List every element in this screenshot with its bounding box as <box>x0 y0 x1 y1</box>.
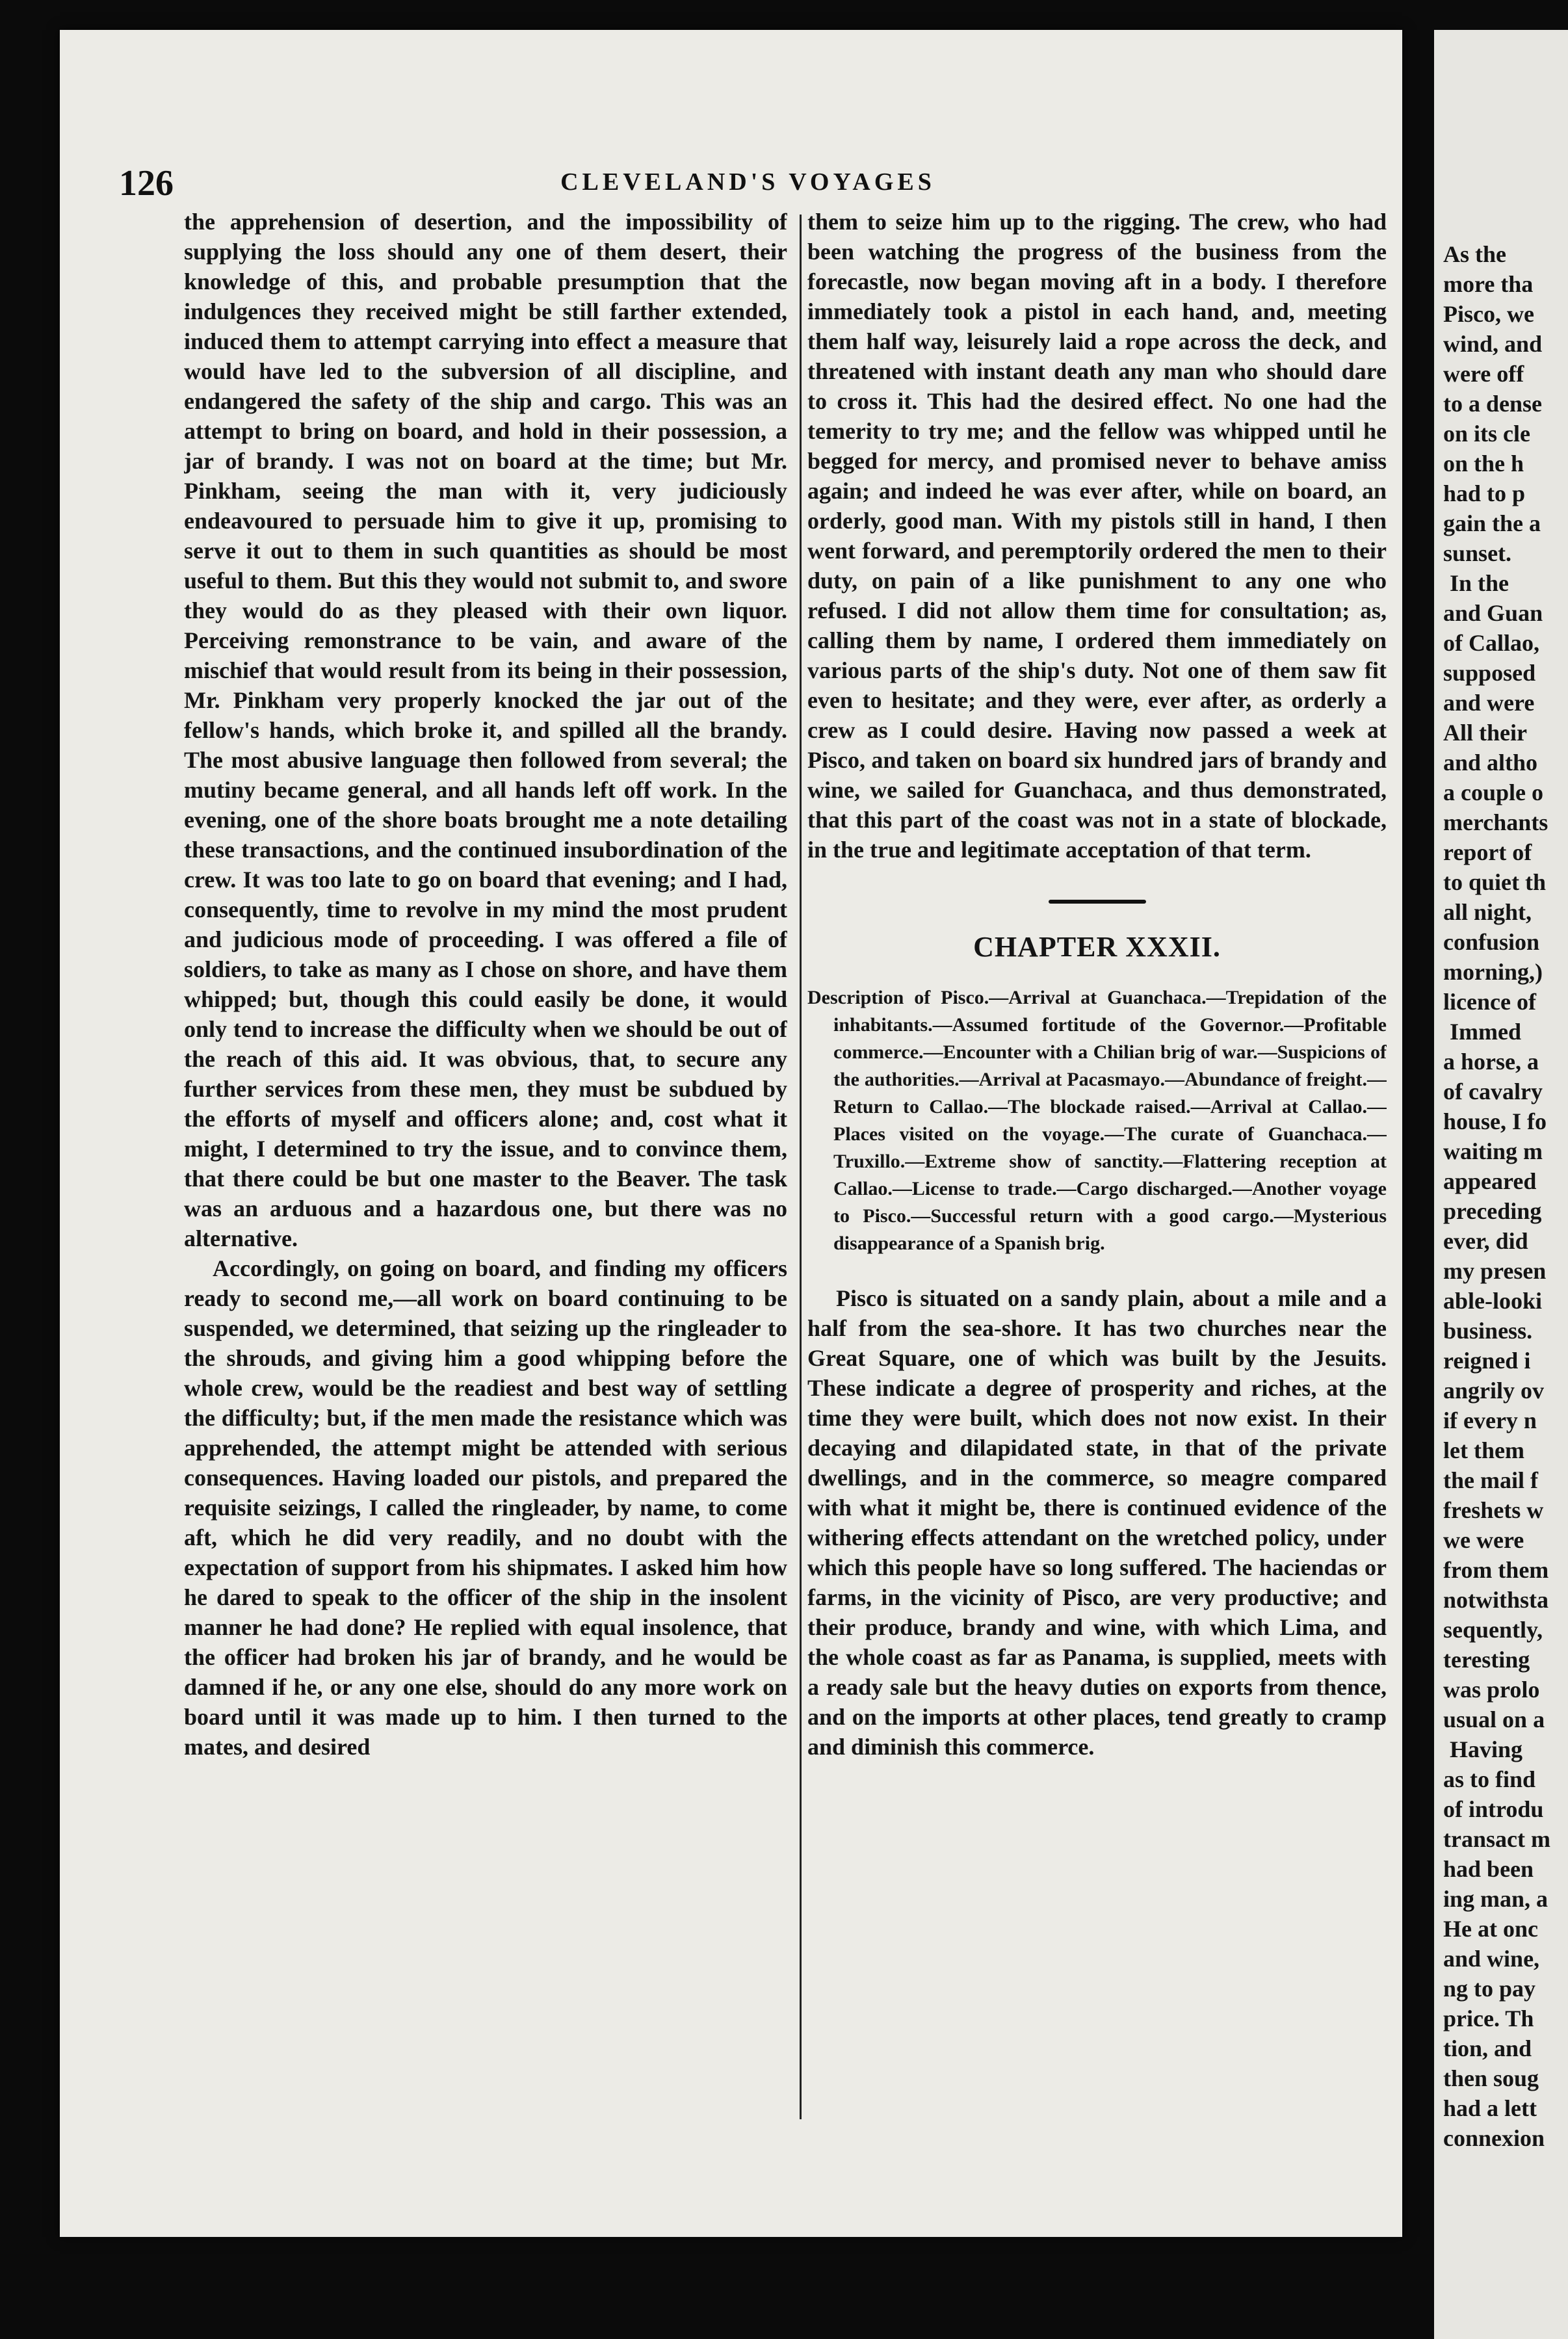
adjacent-page-line: to quiet th <box>1443 869 1547 895</box>
adjacent-page-line: on the h <box>1443 451 1524 477</box>
body-paragraph: them to seize him up to the rigging. The crew, who had been watching the progress of the business from the forecastle, now began moving aft in a body. I therefore immediately took a pistol in each hand, and, meeting them half way, leisurely laid a rope across the deck, and threatened with instant death any man who should dare to cross it. This had the desired effect. No one had the temerity to try me; and the fellow was whipped until he begged for mercy, and promised never to behave amiss again; and indeed he was ever after, while on board, an orderly, good man. With my pistols still in hand, I then went forward, and peremptorily ordered the men to their duty, on pain of a like punishment to any one who refused. I did not allow them time for consultation; as, calling them by name, I ordered them immediately on various parts of the ship's duty. Not one of them saw fit even to hesitate; and they were, ever after, as orderly a crew as I could desire. Having now passed a week at Pisco, and taken on board six hundred jars of brandy and wine, we sailed for Guanchaca, and thus demonstrated, that this part of the coast was not in a state of blockade, in the true and legitimate acceptation of that term. <box>807 209 1387 863</box>
adjacent-page-line: Immed <box>1450 1019 1521 1045</box>
adjacent-page-line: a horse, a <box>1443 1049 1539 1075</box>
adjacent-page-line: gain the a <box>1443 510 1541 536</box>
adjacent-page-line: house, I fo <box>1443 1108 1547 1134</box>
adjacent-page-line: and wine, <box>1443 1946 1540 1972</box>
left-column <box>184 207 787 2131</box>
section-ornament <box>1049 900 1146 904</box>
adjacent-page-line: then soug <box>1443 2065 1539 2091</box>
adjacent-page-line: had to p <box>1443 480 1526 506</box>
adjacent-page-line: if every n <box>1443 1407 1537 1433</box>
adjacent-page-line: supposed <box>1443 660 1536 686</box>
adjacent-page-line: preceding <box>1443 1198 1542 1224</box>
adjacent-page-line: a couple o <box>1443 779 1544 805</box>
adjacent-page-line: as to find <box>1443 1766 1536 1792</box>
adjacent-page-line: appeared <box>1443 1168 1537 1194</box>
right-column <box>807 207 1387 2131</box>
adjacent-page-line: ing man, a <box>1443 1886 1548 1912</box>
adjacent-page-line: Pisco, we <box>1443 301 1534 327</box>
adjacent-page-edge <box>1434 30 1568 2339</box>
adjacent-page-line: had been <box>1443 1856 1534 1882</box>
adjacent-page-line: ever, did <box>1443 1228 1528 1254</box>
adjacent-page-line: we were <box>1443 1527 1524 1553</box>
adjacent-page-line: to a dense <box>1443 391 1542 417</box>
column-divider <box>800 215 802 2119</box>
adjacent-page-line: reigned i <box>1443 1348 1531 1374</box>
adjacent-page-line: All their <box>1443 720 1527 746</box>
page-number: 126 <box>119 163 174 203</box>
adjacent-page-line: able-looki <box>1443 1288 1543 1314</box>
adjacent-page-line: had a lett <box>1443 2095 1537 2121</box>
adjacent-page-line: of introdu <box>1443 1796 1544 1822</box>
adjacent-page-line: were off <box>1443 361 1524 387</box>
adjacent-page-line: report of <box>1443 839 1532 865</box>
adjacent-page-line: Having <box>1450 1736 1523 1762</box>
adjacent-page-line: of Callao, <box>1443 630 1539 656</box>
adjacent-page-line: morning,) <box>1443 959 1543 985</box>
chapter-heading: CHAPTER XXXII. <box>973 931 1221 963</box>
adjacent-page-line: transact m <box>1443 1826 1550 1852</box>
adjacent-page-line: and Guan <box>1443 600 1543 626</box>
adjacent-page-line: all night, <box>1443 899 1532 925</box>
adjacent-page-line: sunset. <box>1443 540 1512 566</box>
adjacent-page-line: teresting <box>1443 1647 1530 1673</box>
body-paragraph: Accordingly, on going on board, and finding my officers ready to second me,—all work on board continuing to be suspended, we determined, that seizing up the ringleader to the shrouds, and giving him a good whipping before the whole crew, would be the readiest and best way of settling the difficulty; but, if the men made the resistance which was apprehended, the attempt might be attended with serious consequences. Having loaded our pistols, and prepared the requisite seizings, I called the ringleader, by name, to come aft, which he did very readily, and no doubt with the expectation of support from his shipmates. I asked him how he dared to speak to the officer of the ship in the insolent manner he had done? He replied with equal insolence, that the officer had broken his jar of brandy, and he would be damned if he, or any one else, should do any more work on board until it was made up to him. I then turned to the mates, and desired <box>184 1255 787 1760</box>
running-head <box>119 163 1377 203</box>
adjacent-page-line: on its cle <box>1443 421 1530 447</box>
adjacent-page-line: notwithsta <box>1443 1587 1549 1613</box>
adjacent-page-line: the mail f <box>1443 1467 1538 1493</box>
adjacent-page-line: confusion <box>1443 929 1540 955</box>
body-paragraph: the apprehension of desertion, and the impossibility of supplying the loss should any one of them desert, their knowledge of this, and probable presumption that the indulgences they received might be still farther extended, induced them to attempt carrying into effect a measure that would have led to the subversion of all discipline, and endangered the safety of the ship and cargo. This was an attempt to bring on board, and hold in their possession, a jar of brandy. I was not on board at the time; but Mr. Pinkham, seeing the man with it, very judiciously endeavoured to persuade him to give it up, promising to serve it out to them in such quantities as should be most useful to them. But this they would not submit to, and swore they would do as they pleased with their own liquor. Perceiving remonstrance to be vain, and aware of the mischief that would result from its being in their possession, Mr. Pinkham very properly knocked the jar out of the fellow's hands, which broke it, and spilled all the brandy. The most abusive language then followed from several; the mutiny became general, and all hands left off work. In the evening, one of the shore boats brought me a note detailing these transactions, and the continued insubordination of the crew. It was too late to go on board that evening; and I had, consequently, time to revolve in my mind the most prudent and judicious mode of proceeding. I was offered a file of soldiers, to take as many as I chose on shore, and have them whipped; but, though this could easily be done, it would only tend to increase the difficulty when we should be out of the reach of this aid. It was obvious, that, to secure any further services from these men, they must be subdued by the efforts of myself and officers alone; and, cost what it might, I determined to try the issue, and to convince them, that there could be but one master to the Beaver. The task was an arduous and a hazardous one, but there was no alternative. <box>184 209 787 1251</box>
adjacent-page-line: my presen <box>1443 1258 1547 1284</box>
adjacent-page-line: ng to pay <box>1443 1976 1536 2002</box>
adjacent-page-line: more tha <box>1443 271 1534 297</box>
adjacent-page-line: As the <box>1443 241 1506 267</box>
adjacent-page-line: In the <box>1450 570 1509 596</box>
adjacent-page-line: sequently, <box>1443 1617 1543 1643</box>
adjacent-page-line: let them <box>1443 1437 1524 1463</box>
adjacent-page-line: from them <box>1443 1557 1549 1583</box>
adjacent-page-line: merchants <box>1443 809 1548 835</box>
chapter-synopsis: Description of Pisco.—Arrival at Guanchaca.—Trepidation of the inhabitants.—Assumed fortitude of the Governor.—Profitable commerce.—Encounter with a Chilian brig of war.—Suspicions of the authorities.—Arrival at Pacasmayo.—Abundance of freight.—Return to Callao.—The blockade raised.—Arrival at Callao.—Places visited on the voyage.—The curate of Guanchaca.—Truxillo.—Extreme show of sanctity.—Flattering reception at Callao.—License to trade.—Cargo discharged.—Another voyage to Pisco.—Successful return with a good cargo.—Mysterious disappearance of a Spanish brig. <box>807 987 1387 1254</box>
adjacent-page-line: freshets w <box>1443 1497 1544 1523</box>
adjacent-page-line: angrily ov <box>1443 1378 1545 1404</box>
adjacent-page-line: licence of <box>1443 989 1536 1015</box>
adjacent-page-line: waiting m <box>1443 1138 1543 1164</box>
adjacent-page-line: and were <box>1443 690 1535 716</box>
chapter-opening-paragraph: Pisco is situated on a sandy plain, about a mile and a half from the sea-shore. It has two churches near the Great Square, one of which was built by the Jesuits. These indicate a degree of prosperity and riches, at the time they were built, which does not now exist. In their decaying and dilapidated state, in that of the private dwellings, and in the commerce, so meagre compared with what it might be, there is continued evidence of the withering effects attendant on the wretched policy, under which this people have so long suffered. The haciendas or farms, in the vicinity of Pisco, are very productive; and their produce, brandy and wine, with which Lima, and the whole coast as far as Panama, is supplied, meets with a ready sale but the heavy duties on exports from thence, and on the imports at other places, tend greatly to cramp and diminish this commerce. <box>807 1285 1387 1760</box>
adjacent-page-line: tion, and <box>1443 2035 1532 2061</box>
adjacent-page-line: usual on a <box>1443 1706 1545 1732</box>
adjacent-page-line: wind, and <box>1443 331 1543 357</box>
adjacent-page-line: price. Th <box>1443 2006 1534 2032</box>
running-title: CLEVELAND'S VOYAGES <box>560 168 935 196</box>
adjacent-page-line: of cavalry <box>1443 1078 1543 1104</box>
adjacent-page-line: was prolo <box>1443 1677 1540 1703</box>
adjacent-page-line: connexion <box>1443 2125 1545 2151</box>
adjacent-page-line: and altho <box>1443 750 1538 776</box>
adjacent-page-line: business. <box>1443 1318 1533 1344</box>
adjacent-page-line: He at onc <box>1443 1916 1538 1942</box>
